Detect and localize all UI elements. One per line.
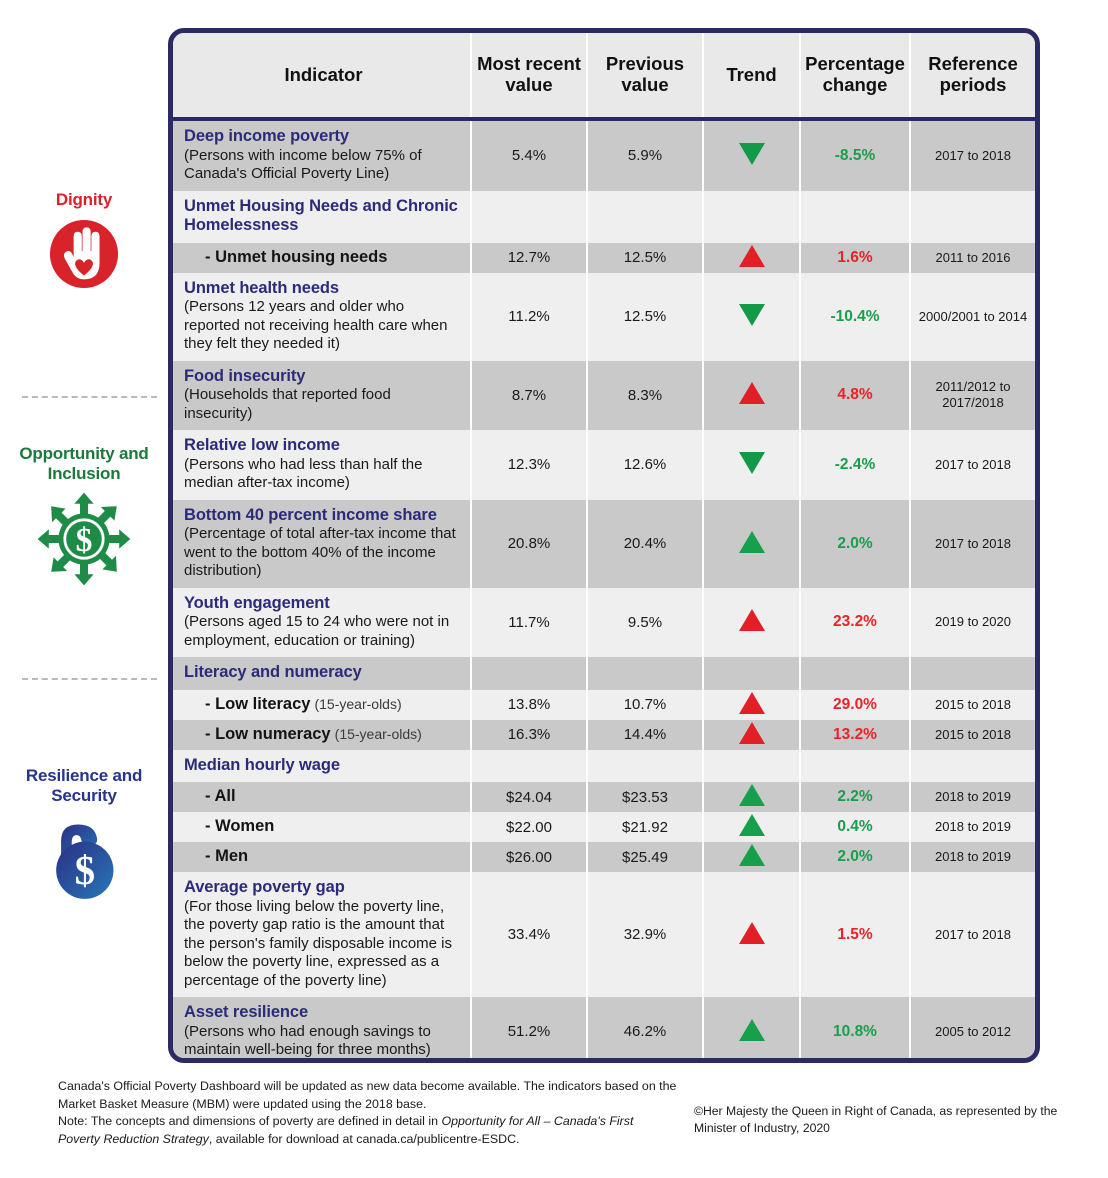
previous-value-cell: 14.4%: [587, 720, 703, 750]
trend-cell: [703, 243, 800, 273]
svg-text:$: $: [74, 848, 96, 894]
pillar-opportunity-title: Opportunity and Inclusion: [19, 444, 149, 483]
most-recent-value-cell: 5.4%: [471, 119, 587, 191]
most-recent-value-cell: [471, 750, 587, 783]
trend-cell: [703, 782, 800, 812]
percentage-change-cell: 13.2%: [800, 720, 910, 750]
previous-value-cell: 5.9%: [587, 119, 703, 191]
most-recent-value-cell: 11.2%: [471, 273, 587, 361]
reference-periods-cell: 2018 to 2019: [910, 812, 1035, 842]
indicator-label: - All: [205, 787, 236, 806]
table-row: [173, 690, 1035, 720]
table-row: [173, 657, 1035, 690]
percentage-change-cell: 2.2%: [800, 782, 910, 812]
indicator-description: (Households that reported food insecurity): [184, 386, 391, 422]
indicator-description: (Persons with income below 75% of Canada's Official Poverty Line): [184, 146, 422, 182]
column-header-most-recent-value: Most recent value: [471, 33, 587, 119]
indicator-label: - Unmet housing needs: [205, 247, 388, 266]
indicator-cell-unmet-housing-needs-and-chronic-homelessness: [173, 191, 471, 243]
previous-value-cell: [587, 750, 703, 783]
reference-periods-cell: 2017 to 2018: [910, 500, 1035, 588]
reference-periods-cell: 2005 to 2012: [910, 997, 1035, 1063]
most-recent-value-cell: 8.7%: [471, 361, 587, 431]
trend-cell: [703, 842, 800, 872]
percentage-change-cell: 2.0%: [800, 500, 910, 588]
reference-periods-cell: 2018 to 2019: [910, 782, 1035, 812]
pillar-divider-1: [22, 396, 157, 398]
indicator-cell-unmet-health-needs: [173, 273, 471, 361]
footer-note-line-1: Canada's Official Poverty Dashboard will be updated as new data become available. The indicators based on the Market Basket Measure (MBM) were updated using the 2018 base.: [58, 1079, 677, 1111]
indicator-description: (Percentage of total after-tax income that went to the bottom 40% of the income distribution): [184, 525, 456, 579]
indicator-cell-median-hourly-wage-all: [173, 782, 471, 812]
previous-value-cell: $21.92: [587, 812, 703, 842]
reference-periods-cell: 2000/2001 to 2014: [910, 273, 1035, 361]
table-row: [173, 842, 1035, 872]
previous-value-cell: 10.7%: [587, 690, 703, 720]
pillar-dignity: [0, 190, 168, 291]
indicator-title: Relative low income: [184, 436, 340, 454]
table-row: [173, 997, 1035, 1063]
trend-cell: [703, 720, 800, 750]
table-row: [173, 273, 1035, 361]
trend-up-icon: [739, 692, 765, 714]
hand-heart-icon: [0, 217, 168, 291]
trend-cell: [703, 812, 800, 842]
indicator-title: Bottom 40 percent income share: [184, 505, 437, 524]
most-recent-value-cell: 12.7%: [471, 243, 587, 273]
reference-periods-cell: [910, 750, 1035, 783]
trend-cell: [703, 500, 800, 588]
trend-cell: [703, 361, 800, 431]
trend-cell: [703, 750, 800, 783]
indicators-table: [173, 33, 1035, 1063]
dollar-arrows-icon: [0, 491, 168, 587]
percentage-change-cell: 1.5%: [800, 872, 910, 997]
reference-periods-cell: 2017 to 2018: [910, 119, 1035, 191]
footer-note-prefix: Note: The concepts and dimensions of poverty are defined in detail in: [58, 1114, 442, 1128]
indicators-table-container: [168, 28, 1040, 1063]
most-recent-value-cell: 16.3%: [471, 720, 587, 750]
reference-periods-cell: [910, 657, 1035, 690]
indicator-description: (For those living below the poverty line, the poverty gap ratio is the amount that the person's family disposable income is below the poverty line, expressed as a percentage of the poverty line): [184, 897, 452, 989]
indicator-description: (Persons who had enough savings to maintain well-being for three months): [184, 1022, 431, 1058]
trend-down-icon: [739, 143, 765, 165]
percentage-change-cell: [800, 191, 910, 243]
column-header-indicator: Indicator: [173, 33, 471, 119]
indicator-title: Literacy and numeracy: [184, 663, 362, 681]
most-recent-value-cell: [471, 191, 587, 243]
indicator-description: (Persons aged 15 to 24 who were not in employment, education or training): [184, 613, 450, 649]
reference-periods-cell: 2017 to 2018: [910, 872, 1035, 997]
trend-up-icon: [739, 382, 765, 404]
indicator-cell-relative-low-income: [173, 430, 471, 500]
previous-value-cell: [587, 657, 703, 690]
indicator-title: Food insecurity: [184, 366, 306, 385]
indicator-cell-low-literacy: [173, 690, 471, 720]
indicator-cell-median-hourly-wage-men: [173, 842, 471, 872]
reference-periods-cell: [910, 191, 1035, 243]
indicator-cell-median-hourly-wage-women: [173, 812, 471, 842]
column-header-previous-value: Previous value: [587, 33, 703, 119]
indicator-cell-average-poverty-gap: [173, 872, 471, 997]
reference-periods-cell: 2019 to 2020: [910, 588, 1035, 658]
previous-value-cell: 12.5%: [587, 243, 703, 273]
footer-copyright: ©Her Majesty the Queen in Right of Canada, as represented by the Minister of Industry, 2020: [694, 1104, 1058, 1135]
column-header-reference-periods: Reference periods: [910, 33, 1035, 119]
previous-value-cell: 8.3%: [587, 361, 703, 431]
trend-up-icon: [739, 784, 765, 806]
table-row: [173, 119, 1035, 191]
percentage-change-cell: 4.8%: [800, 361, 910, 431]
most-recent-value-cell: 13.8%: [471, 690, 587, 720]
most-recent-value-cell: 11.7%: [471, 588, 587, 658]
trend-cell: [703, 997, 800, 1063]
most-recent-value-cell: $22.00: [471, 812, 587, 842]
percentage-change-cell: [800, 750, 910, 783]
indicator-label: - Low numeracy: [205, 724, 331, 743]
percentage-change-cell: 2.0%: [800, 842, 910, 872]
indicator-title: Deep income poverty: [184, 127, 349, 145]
previous-value-cell: $23.53: [587, 782, 703, 812]
indicator-cell-bottom-40-percent-income-share: [173, 500, 471, 588]
table-row: [173, 243, 1035, 273]
previous-value-cell: [587, 191, 703, 243]
table-row: [173, 872, 1035, 997]
pillar-rail: [0, 0, 168, 1065]
trend-cell: [703, 191, 800, 243]
padlock-dollar-icon: [0, 813, 168, 903]
trend-cell: [703, 657, 800, 690]
table-row: [173, 782, 1035, 812]
percentage-change-cell: 1.6%: [800, 243, 910, 273]
trend-up-icon: [739, 245, 765, 267]
percentage-change-cell: -8.5%: [800, 119, 910, 191]
table-row: [173, 430, 1035, 500]
pillar-resilience-title: Resilience and Security: [25, 766, 143, 805]
table-row: [173, 500, 1035, 588]
table-body: [173, 119, 1035, 1063]
indicator-description: (Persons 12 years and older who reported not receiving health care when they felt they needed it): [184, 298, 448, 352]
indicator-cell-low-numeracy: [173, 720, 471, 750]
indicator-title: Unmet health needs: [184, 278, 339, 297]
reference-periods-cell: 2011 to 2016: [910, 243, 1035, 273]
indicator-cell-youth-engagement: [173, 588, 471, 658]
indicator-cell-deep-income-poverty: [173, 119, 471, 191]
reference-periods-cell: 2015 to 2018: [910, 720, 1035, 750]
footer-note-italic-title: Opportunity for All – Canada's First Poverty Reduction Strategy: [58, 1114, 634, 1146]
footer-note-suffix: , available for download at canada.ca/publicentre-ESDC.: [208, 1131, 520, 1146]
trend-up-icon: [739, 1019, 765, 1041]
footer-note-line-2: [58, 1113, 678, 1148]
table-row: [173, 361, 1035, 431]
trend-up-icon: [739, 609, 765, 631]
indicator-cell-food-insecurity: [173, 361, 471, 431]
indicator-label: - Low literacy: [205, 694, 311, 713]
indicator-title: Median hourly wage: [184, 755, 340, 774]
trend-down-icon: [739, 452, 765, 474]
trend-down-icon: [739, 304, 765, 326]
percentage-change-cell: 0.4%: [800, 812, 910, 842]
table-row: [173, 812, 1035, 842]
trend-cell: [703, 430, 800, 500]
column-header-trend: Trend: [703, 33, 800, 119]
footer-notes: [58, 1078, 678, 1148]
column-header-percentage-change: Percentage change: [800, 33, 910, 119]
indicator-cell-unmet-housing-needs: [173, 243, 471, 273]
previous-value-cell: 9.5%: [587, 588, 703, 658]
percentage-change-cell: [800, 657, 910, 690]
indicator-label: - Women: [205, 817, 275, 836]
trend-cell: [703, 872, 800, 997]
indicator-label: - Men: [205, 847, 249, 866]
indicator-title: Asset resilience: [184, 1003, 309, 1021]
trend-up-icon: [739, 844, 765, 866]
table-header: [173, 33, 1035, 119]
table-row: [173, 720, 1035, 750]
percentage-change-cell: 23.2%: [800, 588, 910, 658]
table-row: [173, 191, 1035, 243]
previous-value-cell: 32.9%: [587, 872, 703, 997]
reference-periods-cell: 2015 to 2018: [910, 690, 1035, 720]
reference-periods-cell: 2011/2012 to 2017/2018: [910, 361, 1035, 431]
previous-value-cell: $25.49: [587, 842, 703, 872]
previous-value-cell: 12.5%: [587, 273, 703, 361]
most-recent-value-cell: $26.00: [471, 842, 587, 872]
most-recent-value-cell: 20.8%: [471, 500, 587, 588]
most-recent-value-cell: [471, 657, 587, 690]
pillar-dignity-title: Dignity: [55, 190, 113, 209]
trend-up-icon: [739, 922, 765, 944]
reference-periods-cell: 2017 to 2018: [910, 430, 1035, 500]
most-recent-value-cell: 12.3%: [471, 430, 587, 500]
indicator-cell-literacy-and-numeracy: [173, 657, 471, 690]
trend-cell: [703, 588, 800, 658]
trend-cell: [703, 273, 800, 361]
indicator-description: (Persons who had less than half the median after-tax income): [184, 455, 423, 491]
previous-value-cell: 12.6%: [587, 430, 703, 500]
table-row: [173, 588, 1035, 658]
most-recent-value-cell: 51.2%: [471, 997, 587, 1063]
pillar-divider-2: [22, 678, 157, 680]
previous-value-cell: 20.4%: [587, 500, 703, 588]
indicator-note: (15-year-olds): [314, 695, 402, 712]
indicator-title: Youth engagement: [184, 593, 330, 612]
table-header-row: [173, 33, 1035, 119]
table-row: [173, 750, 1035, 783]
indicator-note: (15-year-olds): [334, 725, 422, 742]
indicator-cell-median-hourly-wage: [173, 750, 471, 783]
most-recent-value-cell: 33.4%: [471, 872, 587, 997]
trend-cell: [703, 690, 800, 720]
trend-up-icon: [739, 814, 765, 836]
most-recent-value-cell: $24.04: [471, 782, 587, 812]
percentage-change-cell: 10.8%: [800, 997, 910, 1063]
indicator-title: Average poverty gap: [184, 878, 345, 896]
trend-up-icon: [739, 722, 765, 744]
trend-cell: [703, 119, 800, 191]
svg-text:$: $: [75, 522, 93, 559]
pillar-opportunity-and-inclusion: [0, 444, 168, 587]
indicator-title: Unmet Housing Needs and Chronic Homelessness: [184, 196, 458, 234]
previous-value-cell: 46.2%: [587, 997, 703, 1063]
trend-up-icon: [739, 531, 765, 553]
percentage-change-cell: -10.4%: [800, 273, 910, 361]
percentage-change-cell: -2.4%: [800, 430, 910, 500]
pillar-resilience-and-security: [0, 766, 168, 903]
reference-periods-cell: 2018 to 2019: [910, 842, 1035, 872]
percentage-change-cell: 29.0%: [800, 690, 910, 720]
indicator-cell-asset-resilience: [173, 997, 471, 1063]
